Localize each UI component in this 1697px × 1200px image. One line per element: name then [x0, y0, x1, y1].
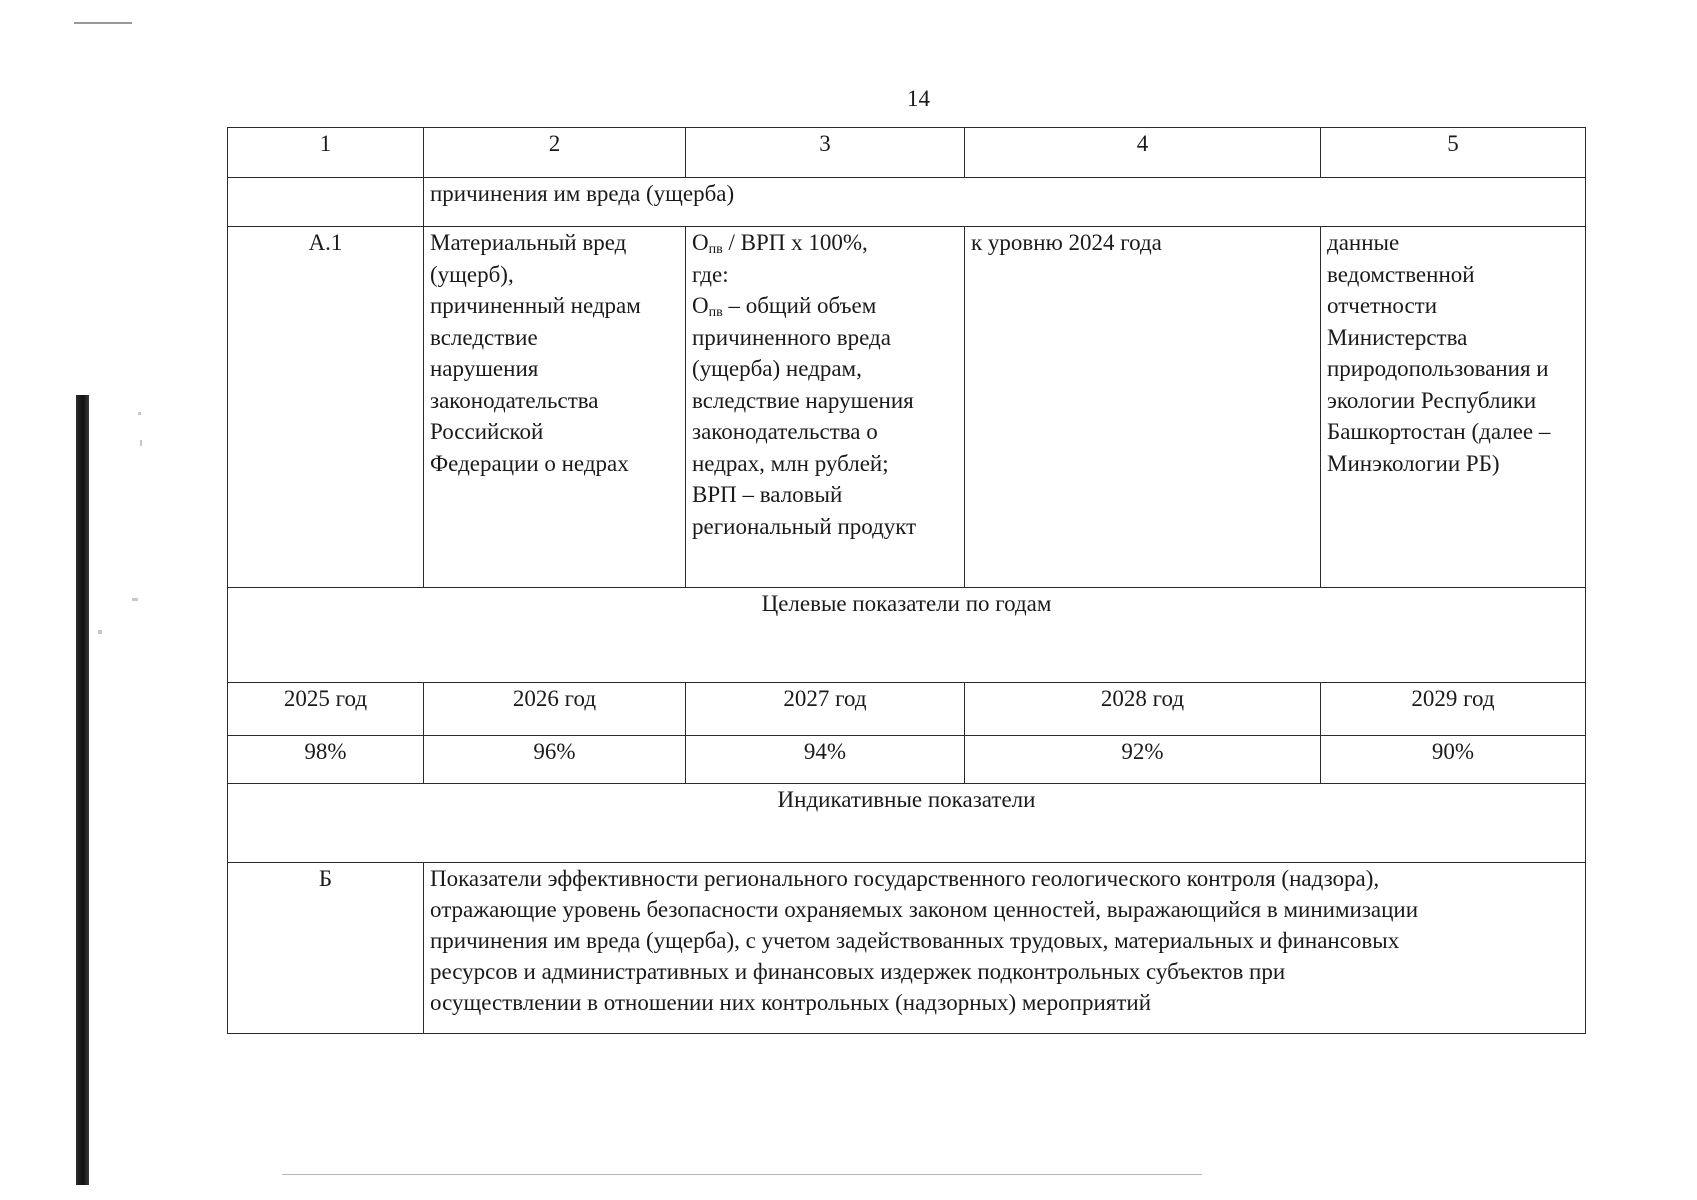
empty-cell	[228, 178, 424, 227]
source-line: отчетности	[1327, 293, 1438, 318]
column-number: 5	[1321, 128, 1586, 178]
scan-speck	[140, 440, 142, 446]
name-line: причиненный недрам	[430, 293, 641, 318]
scan-edge-shadow	[76, 395, 89, 1185]
indicator-source	[1321, 227, 1586, 588]
scan-speck	[98, 630, 102, 634]
target-values-row	[228, 736, 1586, 784]
target-value: 94%	[686, 736, 965, 784]
formula-line: законодательства о	[692, 419, 878, 444]
name-line: нарушения	[430, 356, 539, 381]
description-line: осуществлении в отношении них контрольных (надзорных) мероприятий	[430, 990, 1152, 1015]
year-cell: 2029 год	[1321, 683, 1586, 736]
formula-line: недрах, млн рублей;	[692, 450, 889, 476]
column-number: 2	[424, 128, 686, 178]
formula-line: вследствие нарушения	[692, 387, 914, 413]
targets-section-row	[228, 588, 1586, 683]
target-value: 90%	[1321, 736, 1586, 784]
indicative-section-row	[228, 784, 1586, 863]
source-line: ведомственной	[1327, 261, 1475, 287]
formula-line: региональный продукт	[692, 513, 917, 539]
source-line: Башкортостан (далее –	[1327, 419, 1551, 444]
formula-line: $О_{пв}$ – общий объем	[692, 293, 877, 320]
formula-line: (ущерба) недрам,	[692, 356, 862, 381]
year-cell: 2027 год	[686, 683, 965, 736]
indicator-row-a1	[228, 227, 1586, 588]
scan-speck	[138, 412, 141, 415]
source-line: Министерства	[1327, 324, 1468, 350]
indicator-row-b	[228, 863, 1586, 1034]
indicator-formula	[686, 227, 965, 588]
column-number: 1	[228, 128, 424, 178]
name-line: Федерации о недрах	[430, 450, 629, 476]
formula-line: ВРП – валовый	[692, 482, 843, 507]
name-line: (ущерб),	[430, 261, 514, 287]
source-line: экологии Республики	[1327, 387, 1537, 413]
indicator-name	[424, 227, 686, 588]
description-line: Показатели эффективности регионального государственного геологического контроля (надзора),	[430, 866, 1380, 891]
formula-line: причиненного вреда	[692, 324, 891, 350]
formula-line: где:	[692, 261, 729, 287]
target-value: 96%	[424, 736, 686, 784]
name-line: Российской	[430, 419, 544, 444]
year-cell: 2025 год	[228, 683, 424, 736]
description-line: отражающие уровень безопасности охраняемых законом ценностей, выражающийся в минимизации	[430, 897, 1419, 922]
years-row	[228, 683, 1586, 736]
target-value: 92%	[965, 736, 1321, 784]
scan-artifact-top	[74, 22, 132, 24]
name-line: Материальный вред	[430, 230, 627, 255]
description-line: причинения им вреда (ущерба), с учетом задействованных трудовых, материальных и финансовых	[430, 928, 1400, 953]
continuation-text: причинения им вреда (ущерба)	[424, 178, 1586, 227]
column-number-row	[228, 128, 1586, 178]
description-line: ресурсов и административных и финансовых издержек подконтрольных субъектов при	[430, 959, 1286, 984]
column-number: 4	[965, 128, 1321, 178]
year-cell: 2028 год	[965, 683, 1321, 736]
source-line: Минэкологии РБ)	[1327, 450, 1500, 476]
column-number: 3	[686, 128, 965, 178]
indicator-code: Б	[228, 863, 424, 1034]
name-line: законодательства	[430, 387, 599, 413]
target-value: 98%	[228, 736, 424, 784]
continuation-row	[228, 178, 1586, 227]
indicative-title: Индикативные показатели	[228, 784, 1586, 863]
source-line: природопользования и	[1327, 356, 1549, 381]
formula-line: $О_{пв}$ / ВРП х 100%,	[692, 230, 868, 257]
indicator-b-description	[424, 863, 1586, 1034]
scan-speck	[132, 598, 138, 601]
indicators-table	[227, 127, 1586, 1034]
year-cell: 2026 год	[424, 683, 686, 736]
source-line: данные	[1327, 230, 1400, 255]
name-line: вследствие	[430, 324, 538, 350]
indicator-code: А.1	[228, 227, 424, 588]
page-number: 14	[907, 86, 930, 111]
scan-artifact-bottom	[282, 1174, 1202, 1175]
targets-title: Целевые показатели по годам	[228, 588, 1586, 683]
indicator-base: к уровню 2024 года	[965, 227, 1321, 588]
